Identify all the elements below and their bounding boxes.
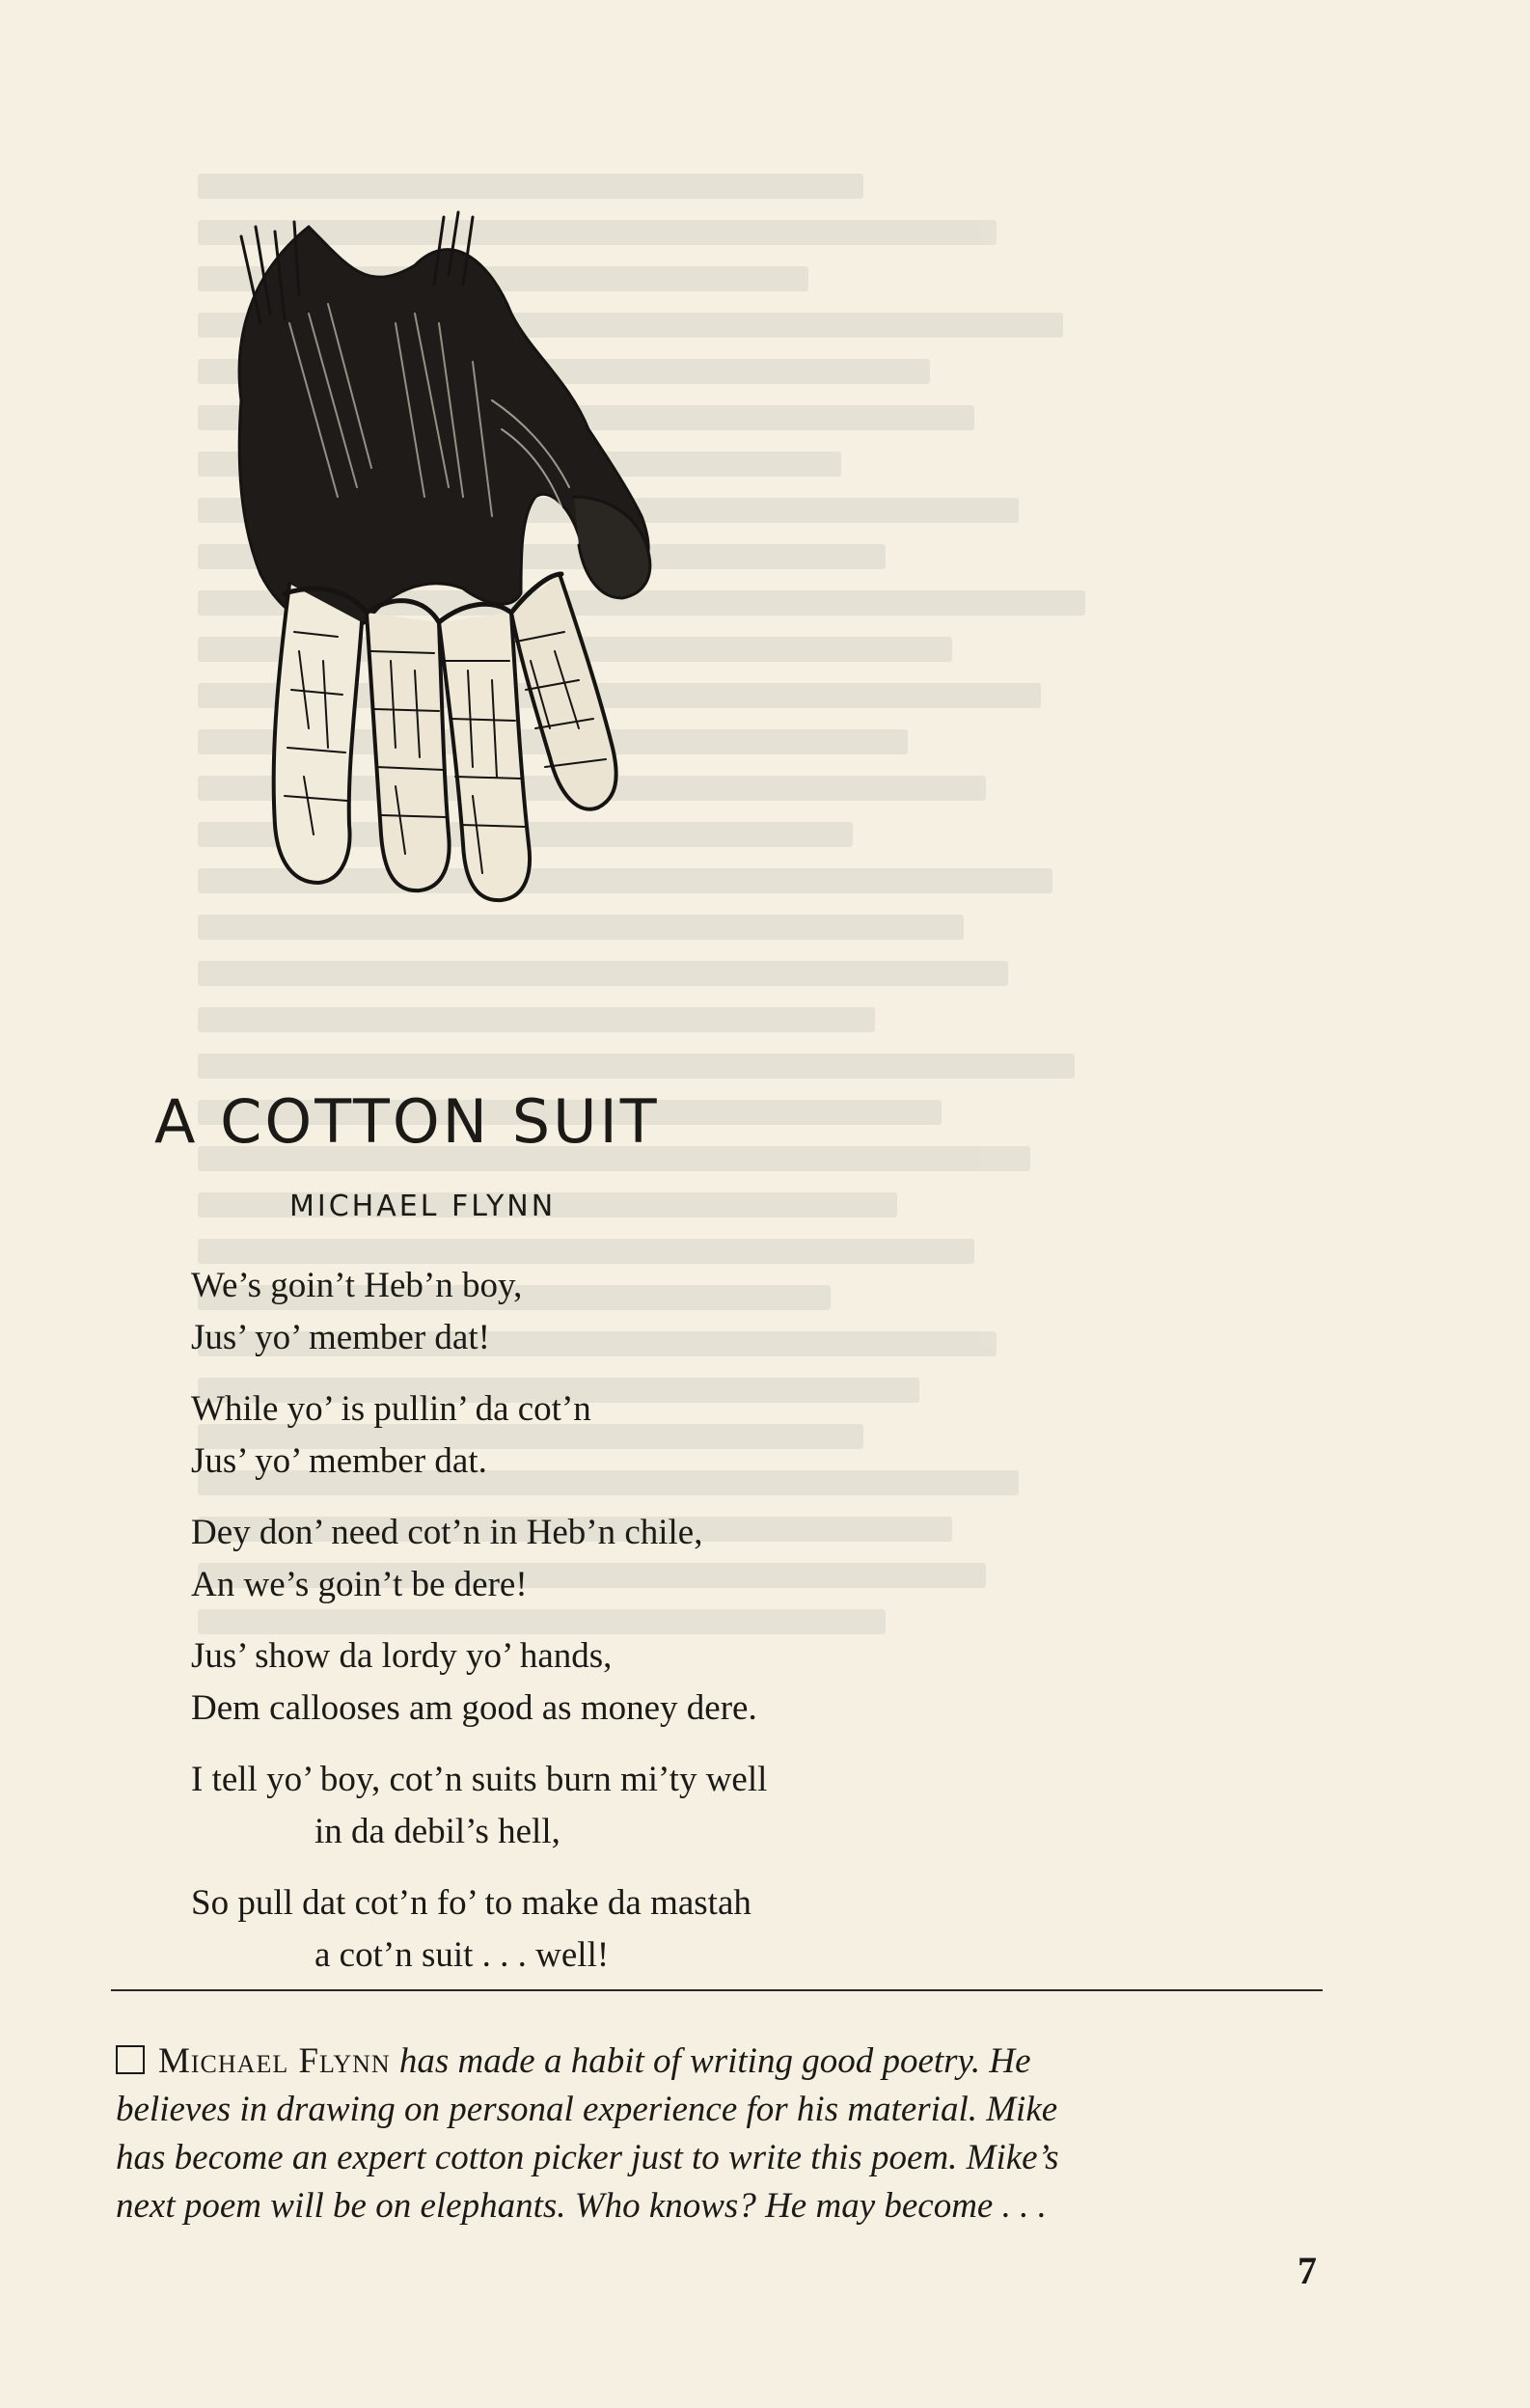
poem-line: So pull dat cot’n fo’ to make da mastah (191, 1883, 751, 1923)
poem-line: An we’s goin’t be dere! (191, 1565, 528, 1604)
author-bio (116, 2038, 1336, 2230)
poem-line: Dem callooses am good as money dere. (191, 1688, 757, 1728)
poem-body (191, 1260, 1059, 2001)
poem-line: Jus’ yo’ member dat. (191, 1441, 487, 1481)
bio-line: next poem will be on elephants. Who knows? He may become . . . (116, 2186, 1047, 2226)
poem-line: Jus’ yo’ member dat! (191, 1318, 490, 1357)
poem-title: A COTTON SUIT (154, 1086, 660, 1157)
poem-line: Jus’ show da lordy yo’ hands, (191, 1636, 613, 1676)
poem-line: While yo’ is pullin’ da cot’n (191, 1389, 591, 1429)
poem-stanza (191, 1260, 1059, 1364)
bio-text: has made a habit of writing good poetry. He (390, 2041, 1031, 2081)
bio-line: believes in drawing on personal experience for his material. Mike (116, 2090, 1058, 2129)
poem-stanza (191, 1383, 1059, 1488)
poem-line: I tell yo’ boy, cot’n suits burn mi’ty well (191, 1760, 768, 1799)
horizontal-divider (111, 1989, 1323, 1991)
poem-stanza (191, 1877, 1059, 1982)
poem-line: We’s goin’t Heb’n boy, (191, 1266, 523, 1305)
hand-illustration (203, 207, 743, 1037)
bio-author-name: Michael Flynn (158, 2041, 391, 2081)
bio-line (116, 2038, 1336, 2086)
poem-stanza (191, 1630, 1059, 1735)
poem-stanza (191, 1754, 1059, 1858)
checkbox-square-icon (116, 2045, 145, 2074)
page-number: 7 (1298, 2249, 1317, 2292)
poem-line: a cot’n suit . . . well! (314, 1935, 610, 1975)
poem-line: in da debil’s hell, (314, 1812, 560, 1851)
poem-line: Dey don’ need cot’n in Heb’n chile, (191, 1513, 703, 1552)
bio-line: has become an expert cotton picker just to write this poem. Mike’s (116, 2138, 1059, 2177)
poem-author: MICHAEL FLYNN (289, 1190, 557, 1223)
poem-stanza (191, 1507, 1059, 1611)
